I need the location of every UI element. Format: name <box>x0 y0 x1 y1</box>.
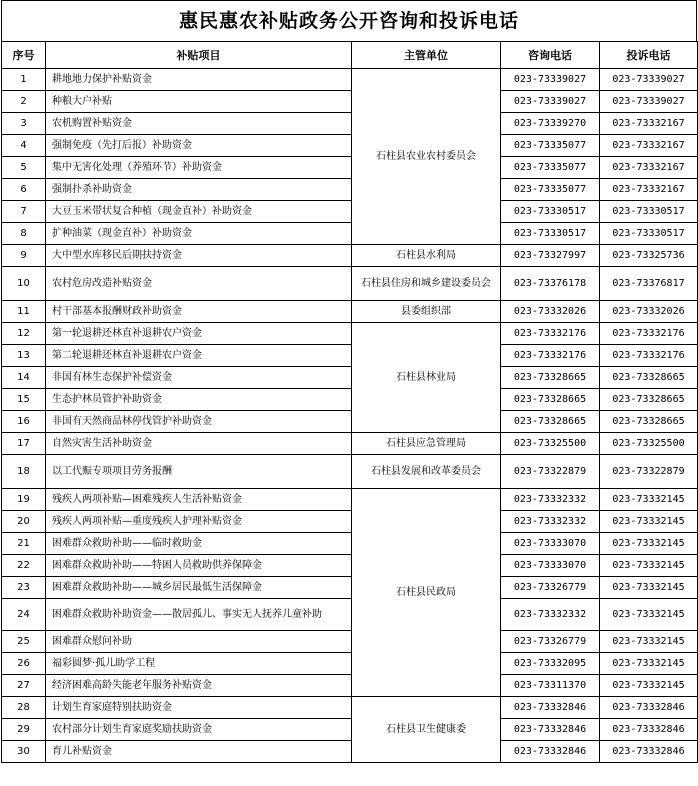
row-no: 25 <box>2 631 46 653</box>
row-complaint-phone: 023-73322879 <box>600 455 698 489</box>
row-consult-phone: 023-73332095 <box>501 653 600 675</box>
row-consult-phone: 023-73332026 <box>501 301 600 323</box>
subsidy-contact-table <box>1 41 698 763</box>
row-consult-phone: 023-73339027 <box>501 91 600 113</box>
row-complaint-phone: 023-73332145 <box>600 511 698 533</box>
row-no: 7 <box>2 201 46 223</box>
row-complaint-phone: 023-73332145 <box>600 675 698 697</box>
table-row <box>2 201 698 223</box>
row-no: 16 <box>2 411 46 433</box>
row-consult-phone: 023-73322879 <box>501 455 600 489</box>
table-row <box>2 69 698 91</box>
row-no: 21 <box>2 533 46 555</box>
row-item: 残疾人两项补贴—困难残疾人生活补贴资金 <box>46 489 352 511</box>
row-unit: 石柱县农业农村委员会 <box>352 69 501 245</box>
row-no: 18 <box>2 455 46 489</box>
row-item: 扩种油菜（现金直补）补助资金 <box>46 223 352 245</box>
row-item: 计划生育家庭特别扶助资金 <box>46 697 352 719</box>
row-consult-phone: 023-73311370 <box>501 675 600 697</box>
row-item: 自然灾害生活补助资金 <box>46 433 352 455</box>
row-consult-phone: 023-73327997 <box>501 245 600 267</box>
row-consult-phone: 023-73333070 <box>501 555 600 577</box>
row-complaint-phone: 023-73332176 <box>600 323 698 345</box>
row-item: 困难群众救助补助——城乡居民最低生活保障金 <box>46 577 352 599</box>
row-item: 残疾人两项补贴—重度残疾人护理补贴资金 <box>46 511 352 533</box>
row-item: 困难群众救助补助——特困人员救助供养保障金 <box>46 555 352 577</box>
row-consult-phone: 023-73376178 <box>501 267 600 301</box>
header-complaint: 投诉电话 <box>600 42 698 69</box>
row-unit: 石柱县住房和城乡建设委员会 <box>352 267 501 301</box>
row-consult-phone: 023-73330517 <box>501 223 600 245</box>
row-complaint-phone: 023-73332145 <box>600 555 698 577</box>
row-unit: 石柱县发展和改革委员会 <box>352 455 501 489</box>
row-complaint-phone: 023-73339027 <box>600 91 698 113</box>
row-no: 23 <box>2 577 46 599</box>
row-complaint-phone: 023-73332846 <box>600 697 698 719</box>
row-item: 困难群众慰问补助 <box>46 631 352 653</box>
row-complaint-phone: 023-73330517 <box>600 223 698 245</box>
row-item: 经济困难高龄失能老年服务补贴资金 <box>46 675 352 697</box>
row-consult-phone: 023-73328665 <box>501 389 600 411</box>
row-item: 大中型水库移民后期扶持资金 <box>46 245 352 267</box>
row-complaint-phone: 023-73332846 <box>600 741 698 763</box>
header-item: 补贴项目 <box>46 42 352 69</box>
row-complaint-phone: 023-73332145 <box>600 533 698 555</box>
row-no: 29 <box>2 719 46 741</box>
table-row <box>2 675 698 697</box>
row-consult-phone: 023-73332846 <box>501 697 600 719</box>
row-consult-phone: 023-73328665 <box>501 367 600 389</box>
row-complaint-phone: 023-73339027 <box>600 69 698 91</box>
row-consult-phone: 023-73332846 <box>501 719 600 741</box>
row-consult-phone: 023-73332176 <box>501 323 600 345</box>
row-complaint-phone: 023-73332176 <box>600 345 698 367</box>
row-consult-phone: 023-73339027 <box>501 69 600 91</box>
row-item: 非国有林生态保护补偿资金 <box>46 367 352 389</box>
row-item: 集中无害化处理（养殖环节）补助资金 <box>46 157 352 179</box>
table-row <box>2 389 698 411</box>
row-item: 强制扑杀补助资金 <box>46 179 352 201</box>
page-title: 惠民惠农补贴政务公开咨询和投诉电话 <box>1 0 697 41</box>
row-no: 20 <box>2 511 46 533</box>
row-item: 强制免疫（先打后报）补助资金 <box>46 135 352 157</box>
row-no: 11 <box>2 301 46 323</box>
row-complaint-phone: 023-73325500 <box>600 433 698 455</box>
row-consult-phone: 023-73325500 <box>501 433 600 455</box>
row-item: 生态护林员管护补助资金 <box>46 389 352 411</box>
row-consult-phone: 023-73326779 <box>501 631 600 653</box>
row-consult-phone: 023-73326779 <box>501 577 600 599</box>
row-item: 困难群众救助补助——临时救助金 <box>46 533 352 555</box>
table-row <box>2 719 698 741</box>
row-consult-phone: 023-73335077 <box>501 179 600 201</box>
row-consult-phone: 023-73332332 <box>501 511 600 533</box>
row-item: 大豆玉米带状复合种植（现金直补）补助资金 <box>46 201 352 223</box>
row-item: 福彩圆梦·孤儿助学工程 <box>46 653 352 675</box>
table-row <box>2 301 698 323</box>
row-unit: 县委组织部 <box>352 301 501 323</box>
row-no: 12 <box>2 323 46 345</box>
row-no: 1 <box>2 69 46 91</box>
row-item: 困难群众救助补助资金——散居孤儿、事实无人抚养儿童补助 <box>46 599 352 631</box>
row-complaint-phone: 023-73328665 <box>600 367 698 389</box>
table-row <box>2 433 698 455</box>
row-complaint-phone: 023-73332026 <box>600 301 698 323</box>
header-consult: 咨询电话 <box>501 42 600 69</box>
row-complaint-phone: 023-73332145 <box>600 653 698 675</box>
table-row <box>2 157 698 179</box>
row-unit: 石柱县水利局 <box>352 245 501 267</box>
row-item: 种粮大户补贴 <box>46 91 352 113</box>
row-item: 非国有天然商品林停伐管护补助资金 <box>46 411 352 433</box>
row-no: 19 <box>2 489 46 511</box>
row-item: 第一轮退耕还林直补退耕农户资金 <box>46 323 352 345</box>
table-row <box>2 455 698 489</box>
row-no: 22 <box>2 555 46 577</box>
row-unit: 石柱县卫生健康委 <box>352 697 501 763</box>
table-row <box>2 179 698 201</box>
row-no: 13 <box>2 345 46 367</box>
row-complaint-phone: 023-73330517 <box>600 201 698 223</box>
table-row <box>2 631 698 653</box>
table-row <box>2 533 698 555</box>
row-consult-phone: 023-73330517 <box>501 201 600 223</box>
table-row <box>2 91 698 113</box>
row-no: 2 <box>2 91 46 113</box>
table-row <box>2 599 698 631</box>
row-unit: 石柱县林业局 <box>352 323 501 433</box>
row-consult-phone: 023-73332332 <box>501 489 600 511</box>
row-no: 9 <box>2 245 46 267</box>
row-consult-phone: 023-73332176 <box>501 345 600 367</box>
row-no: 24 <box>2 599 46 631</box>
row-unit: 石柱县民政局 <box>352 489 501 697</box>
row-complaint-phone: 023-73328665 <box>600 389 698 411</box>
row-complaint-phone: 023-73332145 <box>600 577 698 599</box>
header-unit: 主管单位 <box>352 42 501 69</box>
header-no: 序号 <box>2 42 46 69</box>
table-row <box>2 367 698 389</box>
row-no: 27 <box>2 675 46 697</box>
contact-table-sheet <box>1 0 697 763</box>
row-no: 10 <box>2 267 46 301</box>
row-no: 14 <box>2 367 46 389</box>
row-consult-phone: 023-73328665 <box>501 411 600 433</box>
row-complaint-phone: 023-73376817 <box>600 267 698 301</box>
row-no: 26 <box>2 653 46 675</box>
row-complaint-phone: 023-73332167 <box>600 113 698 135</box>
row-consult-phone: 023-73335077 <box>501 157 600 179</box>
row-no: 3 <box>2 113 46 135</box>
row-consult-phone: 023-73332332 <box>501 599 600 631</box>
row-item: 农机购置补贴资金 <box>46 113 352 135</box>
table-row <box>2 135 698 157</box>
table-row <box>2 511 698 533</box>
row-consult-phone: 023-73335077 <box>501 135 600 157</box>
table-row <box>2 741 698 763</box>
row-no: 30 <box>2 741 46 763</box>
header-row <box>2 42 698 69</box>
row-complaint-phone: 023-73332846 <box>600 719 698 741</box>
row-item: 育儿补贴资金 <box>46 741 352 763</box>
row-complaint-phone: 023-73332145 <box>600 599 698 631</box>
row-no: 6 <box>2 179 46 201</box>
row-no: 28 <box>2 697 46 719</box>
table-row <box>2 245 698 267</box>
row-item: 第二轮退耕还林直补退耕农户资金 <box>46 345 352 367</box>
table-row <box>2 223 698 245</box>
row-complaint-phone: 023-73332145 <box>600 489 698 511</box>
table-row <box>2 113 698 135</box>
row-no: 8 <box>2 223 46 245</box>
table-row <box>2 697 698 719</box>
table-row <box>2 267 698 301</box>
row-consult-phone: 023-73333070 <box>501 533 600 555</box>
row-complaint-phone: 023-73332145 <box>600 631 698 653</box>
row-no: 15 <box>2 389 46 411</box>
table-row <box>2 323 698 345</box>
row-no: 4 <box>2 135 46 157</box>
row-item: 以工代赈专项项目劳务报酬 <box>46 455 352 489</box>
table-row <box>2 411 698 433</box>
row-consult-phone: 023-73332846 <box>501 741 600 763</box>
row-complaint-phone: 023-73332167 <box>600 179 698 201</box>
table-row <box>2 653 698 675</box>
row-complaint-phone: 023-73332167 <box>600 157 698 179</box>
row-item: 农村危房改造补贴资金 <box>46 267 352 301</box>
row-unit: 石柱县应急管理局 <box>352 433 501 455</box>
row-complaint-phone: 023-73332167 <box>600 135 698 157</box>
row-no: 17 <box>2 433 46 455</box>
row-item: 耕地地力保护补贴资金 <box>46 69 352 91</box>
table-row <box>2 489 698 511</box>
row-complaint-phone: 023-73325736 <box>600 245 698 267</box>
row-complaint-phone: 023-73328665 <box>600 411 698 433</box>
row-item: 村干部基本报酬财政补助资金 <box>46 301 352 323</box>
table-row <box>2 555 698 577</box>
table-row <box>2 345 698 367</box>
table-row <box>2 577 698 599</box>
row-item: 农村部分计划生育家庭奖励扶助资金 <box>46 719 352 741</box>
row-consult-phone: 023-73339270 <box>501 113 600 135</box>
row-no: 5 <box>2 157 46 179</box>
